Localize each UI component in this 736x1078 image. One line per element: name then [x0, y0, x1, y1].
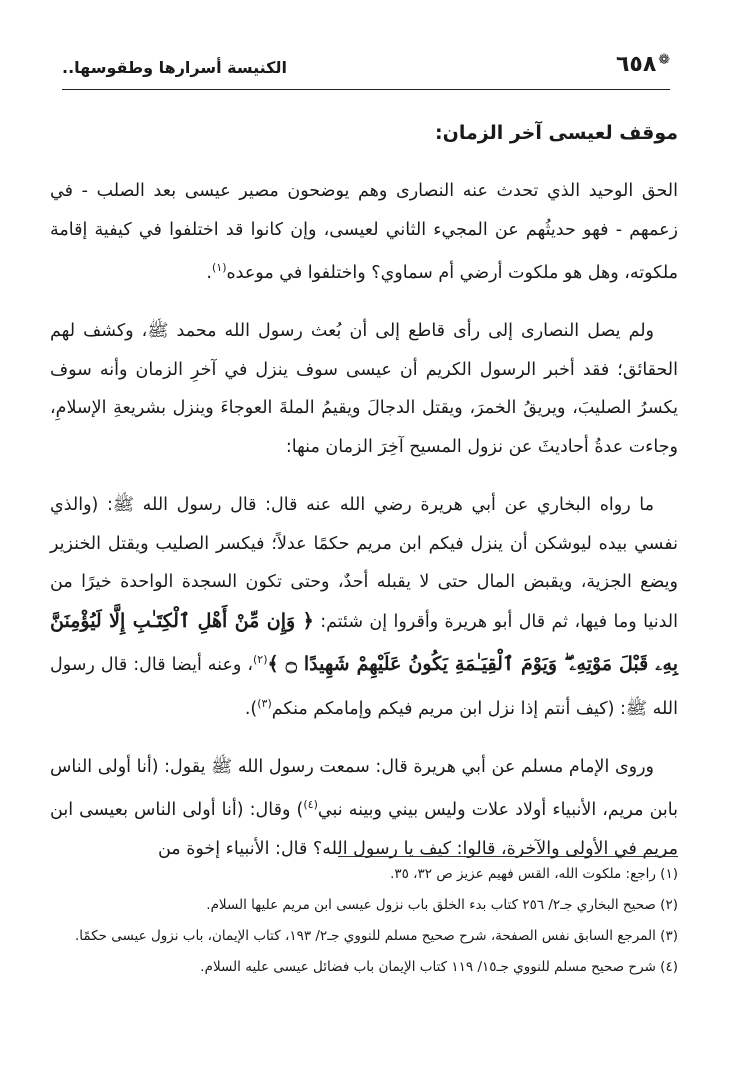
section-heading: موقف لعيسى آخر الزمان:	[435, 122, 678, 144]
paragraph-1: الحق الوحيد الذي تحدث عنه النصارى وهم يوضحون مصير عيسى بعد الصلب - في زعمهم - فهو حديثُهم عن المجيء الثاني لعيسى، وإن كانوا قد اختلفوا في كيفية إقامة ملكوته، وهل هو ملكوت أرضي أم سماوي؟ واختلفوا في موعده$^{(١)}$.	[50, 181, 678, 283]
page-number-text: ٦٥٨	[615, 52, 657, 77]
footnote-4: (٤) شرح صحيح مسلم للنووي جـ١٥/ ١١٩ كتاب الإيمان باب فضائل عيسى عليه السلام.	[200, 959, 678, 975]
footnote-1: (١) راجع: ملكوت الله، القس فهيم عزيز ص ٣٢، ٣٥.	[390, 866, 678, 882]
footnote-ref-2[interactable]: (٢)	[253, 653, 268, 667]
page-number	[616, 52, 670, 77]
footnote-rule	[338, 856, 678, 857]
footnote-2: (٢) صحيح البخاري جـ٢/ ٢٥٦ كتاب بدء الخلق باب نزول عيسى ابن مريم عليها السلام.	[206, 897, 678, 913]
quran-verse: ﴿ وَإِن مِّنْ أَهْلِ ٱلْكِتَـٰبِ إِلَّا لَيُؤْمِنَنَّ بِهِۦ قَبْلَ مَوْتِهِۦ ۖ وَيَوْمَ ٱلْقِيَـٰمَةِ يَكُونُ عَلَيْهِمْ شَهِيدًا ۝ ﴾	[50, 609, 678, 676]
paragraph-3: ما رواه البخاري عن أبي هريرة رضي الله عنه قال: قال رسول الله ﷺ: (والذي نفسي بيده ليوشكن أن ينزل فيكم ابن مريم حكمًا عدلاً؛ فيكسر الصليب ويقتل الخنزير ويضع الجزية، ويقبض المال حتى لا يقبله أحدٌ، وحتى تكون السجدة الواحدة خيرًا من الدنيا وما فيها، ثم قال أبو هريرة وأقروا إن شئتم: ﴿ وَإِن مِّنْ أَهْلِ ٱلْكِتَـٰبِ إِلَّا لَيُؤْمِنَنَّ بِهِۦ قَبْلَ مَوْتِهِۦ ۖ وَيَوْمَ ٱلْقِيَـٰمَةِ يَكُونُ عَلَيْهِمْ شَهِيدًا ۝ ﴾$^{(٢)}$، وعنه أيضا قال: قال رسول الله ﷺ: (كيف أنتم إذا نزل ابن مريم فيكم وإمامكم منكم$^{(٣)}$).	[50, 495, 678, 719]
ornament-icon: ❁	[658, 52, 670, 68]
header-rule	[62, 89, 670, 90]
paragraph-2: ولم يصل النصارى إلى رأى قاطع إلى أن بُعث رسول الله محمد ﷺ، وكشف لهم الحقائق؛ فقد أخبر الرسول الكريم أن عيسى سوف ينزل في آخرِ الزمان وأنه سوف يكسرُ الصليبَ، ويريقُ الخمرَ، ويقتل الدجالَ ويقيمُ الملةَ العوجاءَ وينزل بشريعةِ الإسلامِ، وجاءت عدةُ أحاديثَ عن نزول المسيح آخِرَ الزمان منها:	[50, 321, 678, 457]
footnote-ref-4[interactable]: (٤)	[303, 798, 318, 812]
footnote-ref-1[interactable]: (١)	[211, 261, 227, 274]
footnote-3: (٣) المرجع السابق نفس الصفحة، شرح صحيح مسلم للنووي جـ٢/ ١٩٣، كتاب الإيمان، باب نزول عيسى حكمًا.	[74, 928, 678, 944]
paragraph-4: وروى الإمام مسلم عن أبي هريرة قال: سمعت رسول الله ﷺ يقول: (أنا أولى الناس بابن مريم، الأنبياء أولاد علات وليس بيني وبينه نبي$^{(٤)}$) وقال: (أنا أولى الناس بعيسى ابن مريم في الأولى والآخرة، قالوا: كيف يا رسول الله؟ قال: الأنبياء إخوة من	[50, 756, 678, 859]
running-title: الكنيسة أسرارها وطقوسها..	[62, 58, 287, 77]
footnotes	[56, 862, 678, 986]
page-header	[62, 52, 670, 92]
footnote-ref-3[interactable]: (٣)	[257, 696, 272, 710]
page-body	[50, 118, 678, 888]
